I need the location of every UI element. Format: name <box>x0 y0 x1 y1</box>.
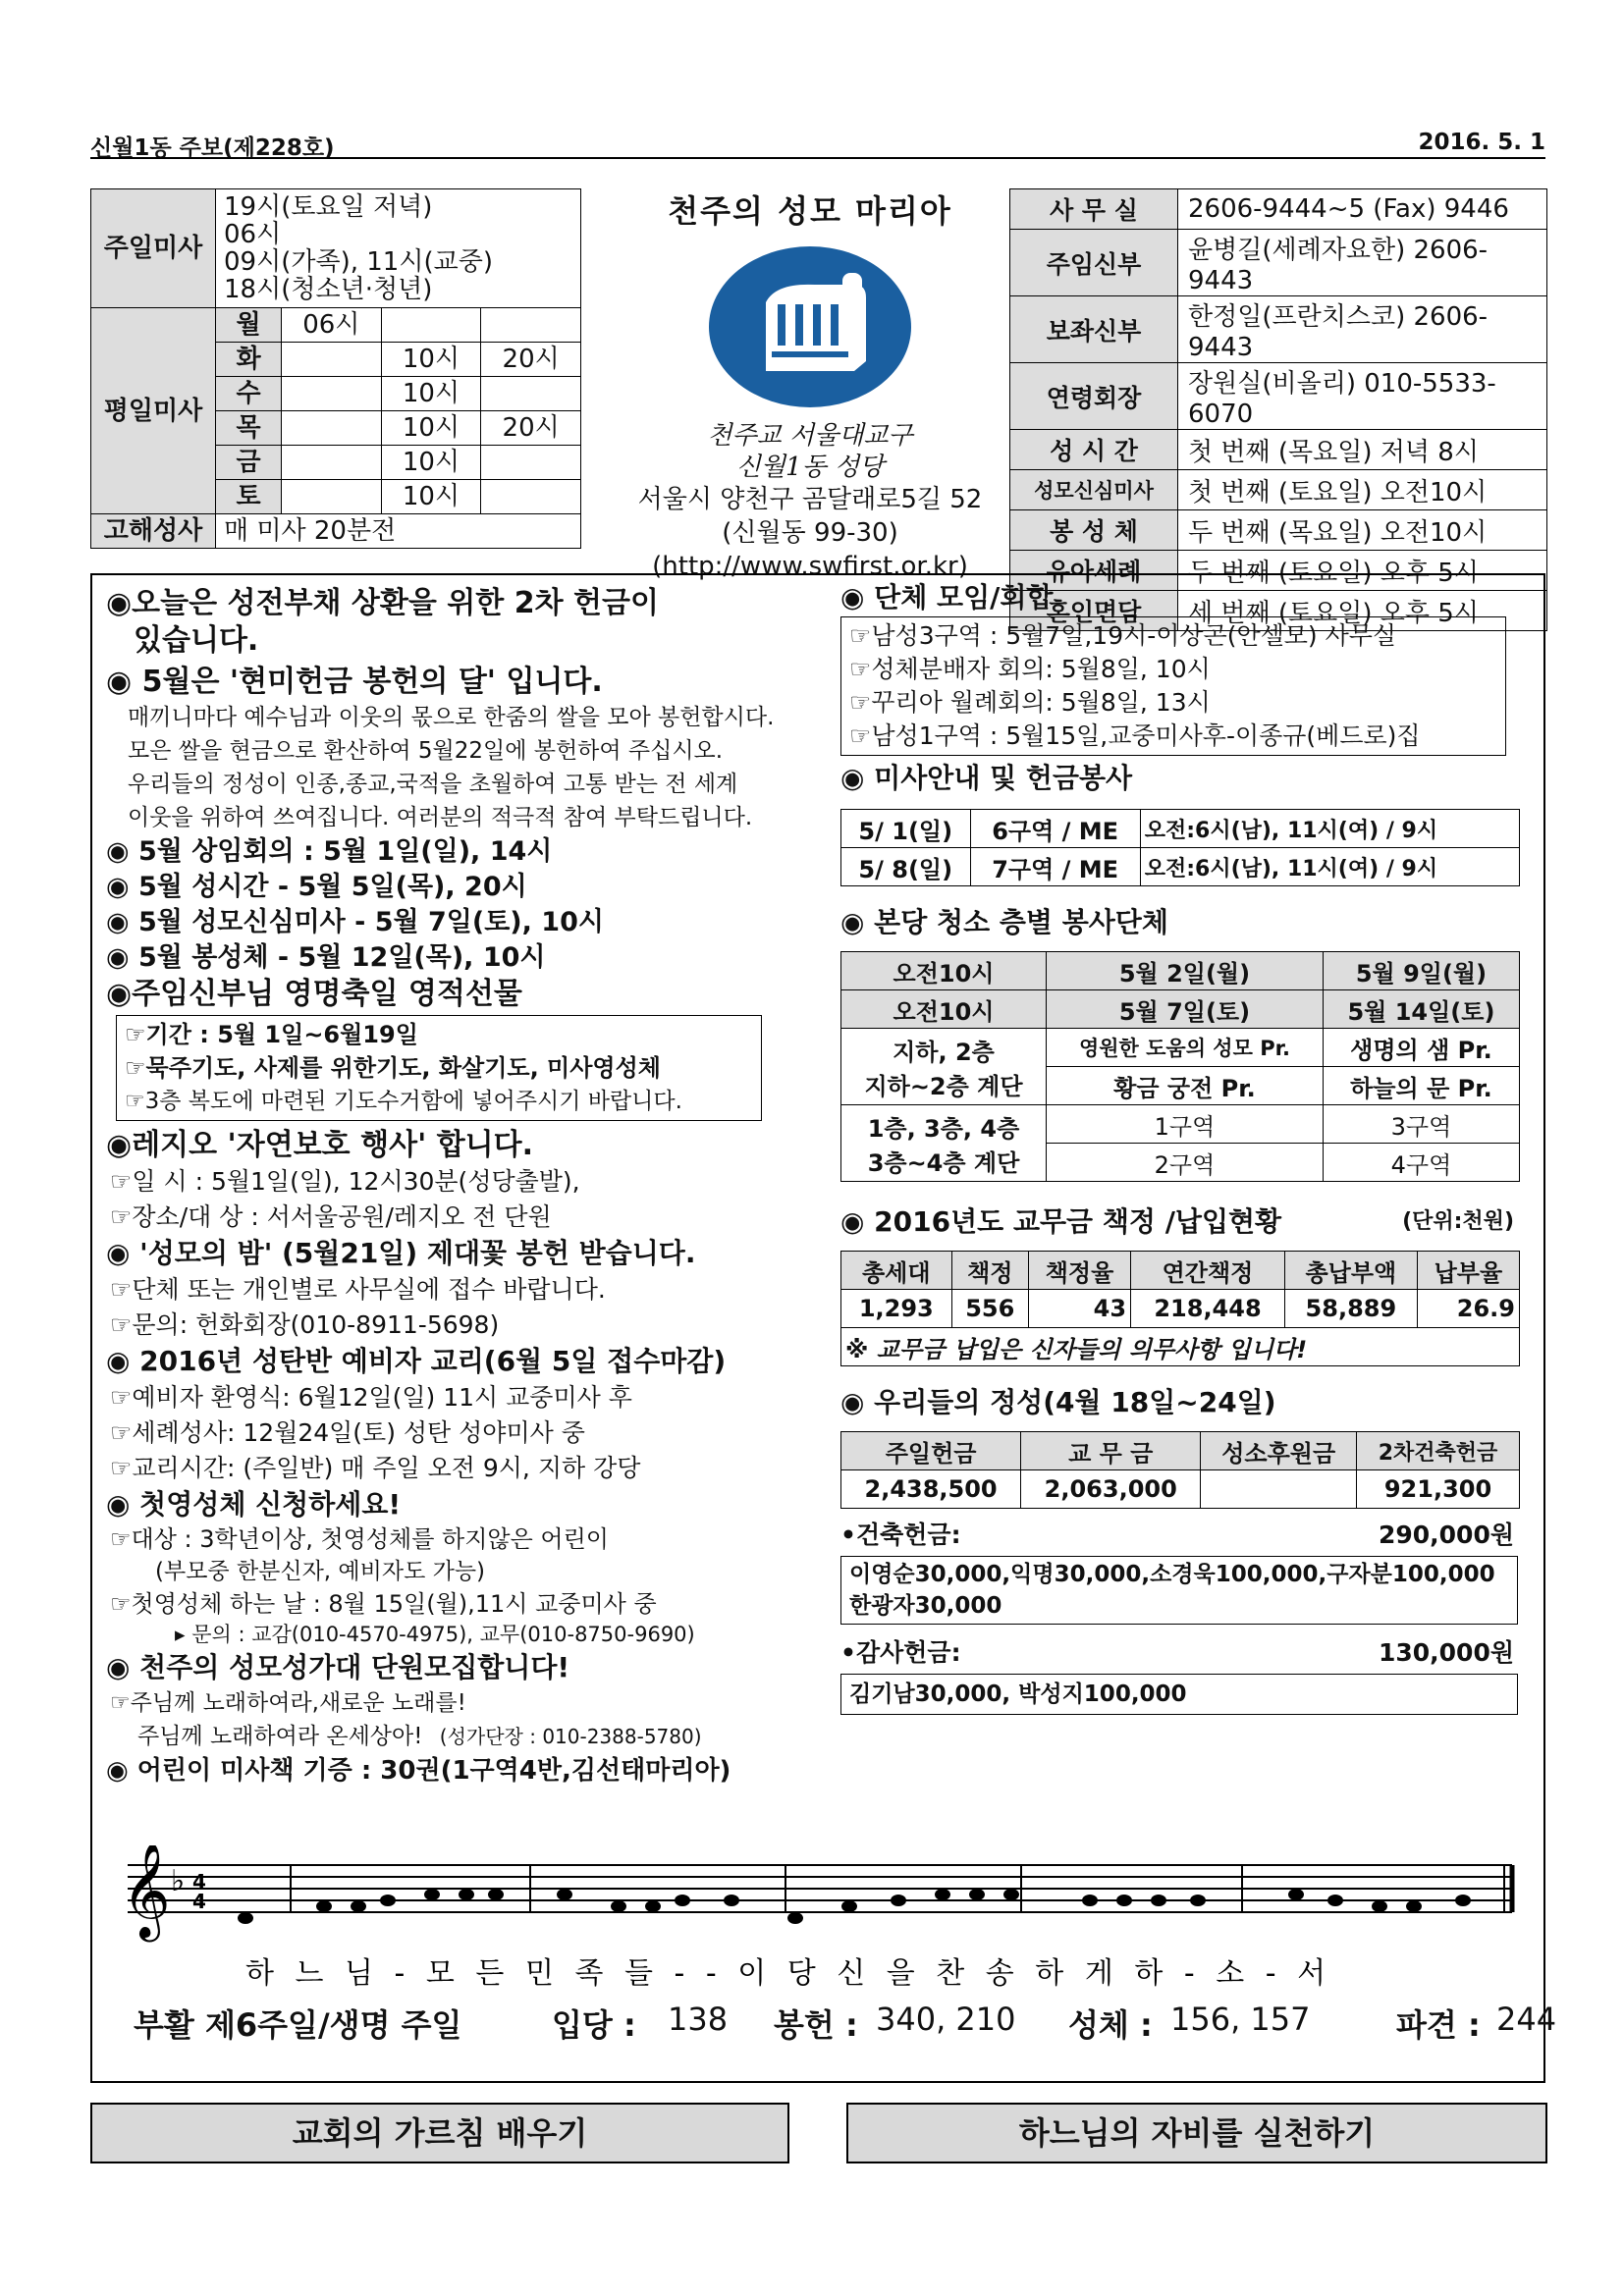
notice-heading: ◉ 2016년 성탄반 예비자 교리(6월 5일 접수마감) <box>106 1345 727 1377</box>
weekday-day: 수 <box>216 377 282 411</box>
dues-title-row <box>840 1203 1534 1241</box>
church-teaching-banner: 교회의 가르침 배우기 <box>90 2103 789 2163</box>
dues-note: ※ 교무금 납입은 신자들의 의무사항 입니다! <box>841 1328 1520 1366</box>
weekday-time <box>282 411 382 446</box>
weekday-time <box>282 446 382 480</box>
office-label: 보좌신부 <box>1010 296 1178 363</box>
notice-text: 주님께 노래하여라 온세상아! <box>137 1724 423 1749</box>
notice-text: ☞단체 또는 개인별로 사무실에 접수 바랍니다. <box>110 1275 606 1304</box>
thanks-offering-detail: 김기남30,000, 박성지100,000 <box>840 1674 1518 1715</box>
bulletin-issue: 신월1동 주보(제228호) <box>90 135 335 161</box>
weekday-time <box>481 480 581 514</box>
bulletin-date: 2016. 5. 1 <box>1418 130 1545 155</box>
notice-heading: ◉ 어린이 미사책 기증 : 30권(1구역4반,김선태마리아) <box>106 1756 731 1786</box>
dues-table <box>840 1251 1520 1366</box>
cleaning-header: 오전10시 <box>841 990 1047 1029</box>
address-subline: (신월동 99-30) <box>722 518 898 548</box>
floor-label: 1층, 3층, 4층 3층~4층 계단 <box>841 1105 1047 1182</box>
weekday-time: 10시 <box>381 446 481 480</box>
section-title: ◉ 미사안내 및 헌금봉사 <box>840 762 1133 794</box>
notice-heading: ◉ 5월 성시간 - 5월 5일(목), 20시 <box>106 872 527 902</box>
dues-header: 책정 <box>951 1252 1028 1290</box>
notice-heading: ◉ 천주의 성모성가대 단원모집합니다! <box>106 1651 570 1683</box>
cleaning-header: 오전10시 <box>841 952 1047 990</box>
offering-header: 성소후원금 <box>1201 1432 1357 1470</box>
offering-header: 주일헌금 <box>841 1432 1021 1470</box>
mass-guide-times: 오전:6시(남), 11시(여) / 9시 <box>1140 848 1519 886</box>
donor-list: 이영순30,000,익명30,000,소경욱100,000,구자분100,000 <box>849 1562 1495 1587</box>
offertory-hymn: 340, 210 <box>876 2001 1016 2038</box>
offertory-label: 봉헌 : <box>774 2006 858 2044</box>
recessional-hymn: 244 <box>1496 2001 1557 2038</box>
office-label: 성 시 간 <box>1010 430 1178 470</box>
donor-list: 한광자30,000 <box>849 1593 1002 1619</box>
mass-guide-table <box>840 809 1520 886</box>
music-score <box>108 1845 1527 1993</box>
notice-heading: ◉ 5월 성모신심미사 - 5월 7일(토), 10시 <box>106 907 604 937</box>
weekday-time: 06시 <box>282 308 382 343</box>
dues-header: 책정율 <box>1028 1252 1130 1290</box>
time-signature-denominator: 4 <box>192 1890 206 1913</box>
notice-heading: ◉ 5월 상임회의 : 5월 1일(일), 14시 <box>106 836 553 867</box>
offering-value: 2,438,500 <box>841 1470 1021 1509</box>
cleaning-group: 3구역 <box>1323 1105 1519 1144</box>
confession-label: 고해성사 <box>91 514 216 549</box>
weekday-time: 10시 <box>381 377 481 411</box>
mass-guide-group: 6구역 / ME <box>970 810 1140 848</box>
cleaning-table <box>840 951 1520 1182</box>
sunday-mass-label: 주일미사 <box>91 189 216 308</box>
notice-text: ▸ 문의 : 교감(010-4570-4975), 교무(010-8750-9690) <box>175 1623 695 1646</box>
office-label: 혼인면담 <box>1010 591 1178 631</box>
offering-value: 2,063,000 <box>1021 1470 1201 1509</box>
mass-guide-row <box>841 848 1520 886</box>
office-value: 윤병길(세례자요한) 2606-9443 <box>1178 230 1547 296</box>
cleaning-header: 5월 7일(토) <box>1047 990 1324 1029</box>
notice-heading: ◉오늘은 성전부채 상환을 위한 2차 헌금이 <box>106 586 659 620</box>
notice-heading: ◉주임신부님 영명축일 영적선물 <box>106 977 522 1011</box>
weekday-time <box>481 446 581 480</box>
hymn-lyrics: 하 느 님 - 모 든 민 족 들 - - 이 당 신 을 찬 송 하 게 하 - 소 - 서 <box>245 1956 1332 1991</box>
confession-value: 매 미사 20분전 <box>216 514 581 549</box>
office-value: 세 번째 (토요일) 오후 5시 <box>1178 591 1547 631</box>
sunday-mass-times <box>216 189 581 308</box>
weekday-day: 월 <box>216 308 282 343</box>
signature-line-2: 신월1동 성당 <box>735 453 885 482</box>
notice-heading: ◉ 5월은 '현미헌금 봉헌의 달' 입니다. <box>106 665 603 699</box>
cleaning-header: 5월 2일(월) <box>1047 952 1324 990</box>
office-label: 봉 성 체 <box>1010 510 1178 551</box>
office-value: 첫 번째 (목요일) 저녁 8시 <box>1178 430 1547 470</box>
cleaning-group: 2구역 <box>1047 1144 1324 1182</box>
notice-text: ☞주님께 노래하여라,새로운 노래를! <box>110 1690 466 1716</box>
address-line: 서울시 양천구 곰달래로5길 52 <box>637 485 983 514</box>
meeting-item: ☞남성1구역 : 5월15일,교중미사후-이종규(베드로)집 <box>849 721 1421 750</box>
choir-line <box>106 1720 813 1753</box>
weekday-day: 금 <box>216 446 282 480</box>
signature-line-1: 천주교 서울대교구 <box>707 421 913 451</box>
choir-contact: (성가단장 : 010-2388-5780) <box>439 1725 702 1748</box>
office-label: 주임신부 <box>1010 230 1178 296</box>
group-meetings-box <box>840 616 1506 756</box>
meeting-item: ☞남성3구역 : 5월7일,19시-이상곤(안셀모) 사무실 <box>849 621 1397 650</box>
dues-unit: (단위:천원) <box>1402 1209 1514 1234</box>
dues-value: 43 <box>1028 1290 1130 1328</box>
office-value: 두 번째 (목요일) 오전10시 <box>1178 510 1547 551</box>
notice-text: ☞교리시간: (주일반) 매 주일 오전 9시, 지하 강당 <box>110 1454 641 1482</box>
treble-clef-icon: 𝄞 <box>122 1845 171 1938</box>
dues-value: 556 <box>951 1290 1028 1328</box>
dues-header: 납부율 <box>1417 1252 1519 1290</box>
office-value: 한정일(프란치스코) 2606-9443 <box>1178 296 1547 363</box>
meeting-item: ☞꾸리아 월례회의: 5월8일, 13시 <box>849 688 1211 717</box>
communion-hymn: 156, 157 <box>1170 2001 1311 2038</box>
dues-header: 총납부액 <box>1284 1252 1417 1290</box>
weekday-time <box>282 480 382 514</box>
info-column <box>840 579 1534 1715</box>
building-fund-detail <box>840 1556 1518 1625</box>
cleaning-group: 하늘의 문 Pr. <box>1323 1067 1519 1105</box>
office-value: 장원실(비올리) 010-5533-6070 <box>1178 363 1547 430</box>
spiritual-gift-box <box>116 1015 762 1121</box>
flat-icon: ♭ <box>171 1864 186 1898</box>
thanks-offering-label: •감사헌금: <box>840 1638 961 1667</box>
meeting-item: ☞성체분배자 회의: 5월8일, 10시 <box>849 655 1211 683</box>
cleaning-group: 4구역 <box>1323 1144 1519 1182</box>
office-value: 2606-9444~5 (Fax) 9446 <box>1178 189 1547 230</box>
weekday-time <box>282 377 382 411</box>
mass-guide-row <box>841 810 1520 848</box>
notice-text: ☞3층 복도에 마련된 기도수거함에 넣어주시기 바랍니다. <box>125 1089 682 1114</box>
mass-guide-date: 5/ 8(일) <box>841 848 971 886</box>
thanks-offering-row <box>840 1634 1534 1672</box>
mercy-practice-banner: 하느님의 자비를 실천하기 <box>846 2103 1547 2163</box>
weekday-time <box>381 308 481 343</box>
weekday-time: 20시 <box>481 411 581 446</box>
notice-text: ☞묵주기도, 사제를 위한기도, 화살기도, 미사영성체 <box>125 1054 661 1082</box>
weekday-row <box>91 308 581 343</box>
weekday-time <box>481 308 581 343</box>
dues-header: 연간책정 <box>1131 1252 1285 1290</box>
weekday-time: 20시 <box>481 343 581 377</box>
notice-text: ☞세례성사: 12월24일(토) 성탄 성야미사 중 <box>110 1418 585 1447</box>
weekday-day: 화 <box>216 343 282 377</box>
weekday-time: 10시 <box>381 480 481 514</box>
section-title: ◉ 2016년도 교무금 책정 /납입현황 <box>840 1205 1282 1238</box>
notice-heading: 있습니다. <box>134 623 259 658</box>
notice-text: 매끼니마다 예수님과 이웃의 몫으로 한줌의 쌀을 모아 봉헌합시다. <box>128 705 775 730</box>
notice-heading: ◉ 첫영성체 신청하세요! <box>106 1488 402 1521</box>
sunday-time-4: 18시(청소년·청년) <box>224 275 433 304</box>
weekday-mass-label: 평일미사 <box>91 308 216 514</box>
mass-guide-date: 5/ 1(일) <box>841 810 971 848</box>
note-heads <box>238 1889 1471 1924</box>
weekday-day: 목 <box>216 411 282 446</box>
cleaning-group: 황금 궁전 Pr. <box>1047 1067 1324 1105</box>
dues-value: 26.9 <box>1417 1290 1519 1328</box>
building-fund-row <box>840 1517 1534 1554</box>
notice-text: (부모중 한분신자, 예비자도 가능) <box>155 1559 486 1584</box>
office-label: 유아세례 <box>1010 551 1178 591</box>
sunday-time-1: 19시(토요일 저녁) <box>224 192 433 222</box>
weekday-time: 10시 <box>381 411 481 446</box>
office-label: 연령회장 <box>1010 363 1178 430</box>
sunday-name: 부활 제6주일/생명 주일 <box>134 2006 462 2044</box>
entrance-label: 입당 : <box>552 2006 636 2044</box>
dues-value: 58,889 <box>1284 1290 1417 1328</box>
notice-text: 모은 쌀을 현금으로 환산하여 5월22일에 봉헌하여 주십시오. <box>128 738 724 764</box>
section-title: ◉ 단체 모임/회합 <box>840 581 1054 614</box>
weekday-day: 토 <box>216 480 282 514</box>
offering-table <box>840 1431 1520 1509</box>
weekday-time <box>282 343 382 377</box>
cleaning-header: 5월 14일(토) <box>1323 990 1519 1029</box>
notice-text: ☞첫영성체 하는 날 : 8월 15일(월),11시 교중미사 중 <box>110 1590 657 1618</box>
mass-guide-times: 오전:6시(남), 11시(여) / 9시 <box>1140 810 1519 848</box>
cleaning-group: 생명의 샘 Pr. <box>1323 1029 1519 1067</box>
office-label: 사 무 실 <box>1010 189 1178 230</box>
office-value: 첫 번째 (토요일) 오전10시 <box>1178 470 1547 510</box>
notice-text: ☞장소/대 상 : 서서울공원/레지오 전 단원 <box>110 1202 552 1231</box>
notice-text: 이웃을 위하여 쓰여집니다. 여러분의 적극적 참여 부탁드립니다. <box>128 805 753 830</box>
header-rule <box>90 157 1545 159</box>
time-signature-numerator: 4 <box>192 1870 206 1894</box>
dues-value: 218,448 <box>1131 1290 1285 1328</box>
parish-logo-icon <box>707 243 913 410</box>
parish-signature <box>589 420 1031 483</box>
recessional-label: 파견 : <box>1396 2006 1481 2044</box>
cleaning-group: 영원한 도움의 성모 Pr. <box>1047 1029 1324 1067</box>
sunday-time-2: 06시 <box>224 220 282 249</box>
notices-column <box>106 585 813 1789</box>
mass-schedule-table <box>90 188 581 549</box>
notice-text: ☞예비자 환영식: 6월12일(일) 11시 교중미사 후 <box>110 1383 632 1412</box>
weekday-time <box>481 377 581 411</box>
dues-value: 1,293 <box>841 1290 952 1328</box>
parish-identity <box>589 185 1031 583</box>
notice-text: ☞문의: 헌화회장(010-8911-5698) <box>110 1310 500 1339</box>
notice-text: 우리들의 정성이 인종,종교,국적을 초월하여 고통 받는 전 세계 <box>128 772 738 797</box>
building-fund-total: 290,000원 <box>1378 1521 1514 1549</box>
building-fund-label: •건축헌금: <box>840 1521 961 1549</box>
offering-value <box>1201 1470 1357 1509</box>
section-title: ◉ 본당 청소 층별 봉사단체 <box>840 906 1168 938</box>
communion-label: 성체 : <box>1068 2006 1153 2044</box>
sunday-time-3: 09시(가족), 11시(교중) <box>224 247 493 277</box>
offering-header: 교 무 금 <box>1021 1432 1201 1470</box>
dues-header: 총세대 <box>841 1252 952 1290</box>
weekday-time: 10시 <box>381 343 481 377</box>
parish-address <box>589 483 1031 583</box>
floor-label: 지하, 2층 지하~2층 계단 <box>841 1029 1047 1105</box>
office-contact-table <box>1009 188 1547 631</box>
cleaning-group: 1구역 <box>1047 1105 1324 1144</box>
parish-url: (http://www.swfirst.or.kr) <box>652 552 968 581</box>
notice-heading: ◉ '성모의 밤' (5월21일) 제대꽃 봉헌 받습니다. <box>106 1237 696 1269</box>
notice-heading: ◉레지오 '자연보호 행사' 합니다. <box>106 1128 534 1162</box>
offering-header: 2차건축헌금 <box>1357 1432 1520 1470</box>
office-label: 성모신심미사 <box>1010 470 1178 510</box>
section-title: ◉ 우리들의 정성(4월 18일~24일) <box>840 1386 1276 1418</box>
cleaning-header: 5월 9일(월) <box>1323 952 1519 990</box>
entrance-hymn: 138 <box>668 2001 729 2038</box>
notice-heading: ◉ 5월 봉성체 - 5월 12일(목), 10시 <box>106 942 546 973</box>
offering-value: 921,300 <box>1357 1470 1520 1509</box>
notice-text: ☞대상 : 3학년이상, 첫영성체를 하지않은 어린이 <box>110 1525 609 1553</box>
notice-text: ☞일 시 : 5월1일(일), 12시30분(성당출발), <box>110 1167 580 1196</box>
thanks-offering-total: 130,000원 <box>1378 1638 1514 1667</box>
mass-guide-group: 7구역 / ME <box>970 848 1140 886</box>
office-value: 두 번째 (토요일) 오후 5시 <box>1178 551 1547 591</box>
notice-text: ☞기간 : 5월 1일~6월19일 <box>125 1021 418 1048</box>
parish-title: 천주의 성모 마리아 <box>668 192 952 230</box>
